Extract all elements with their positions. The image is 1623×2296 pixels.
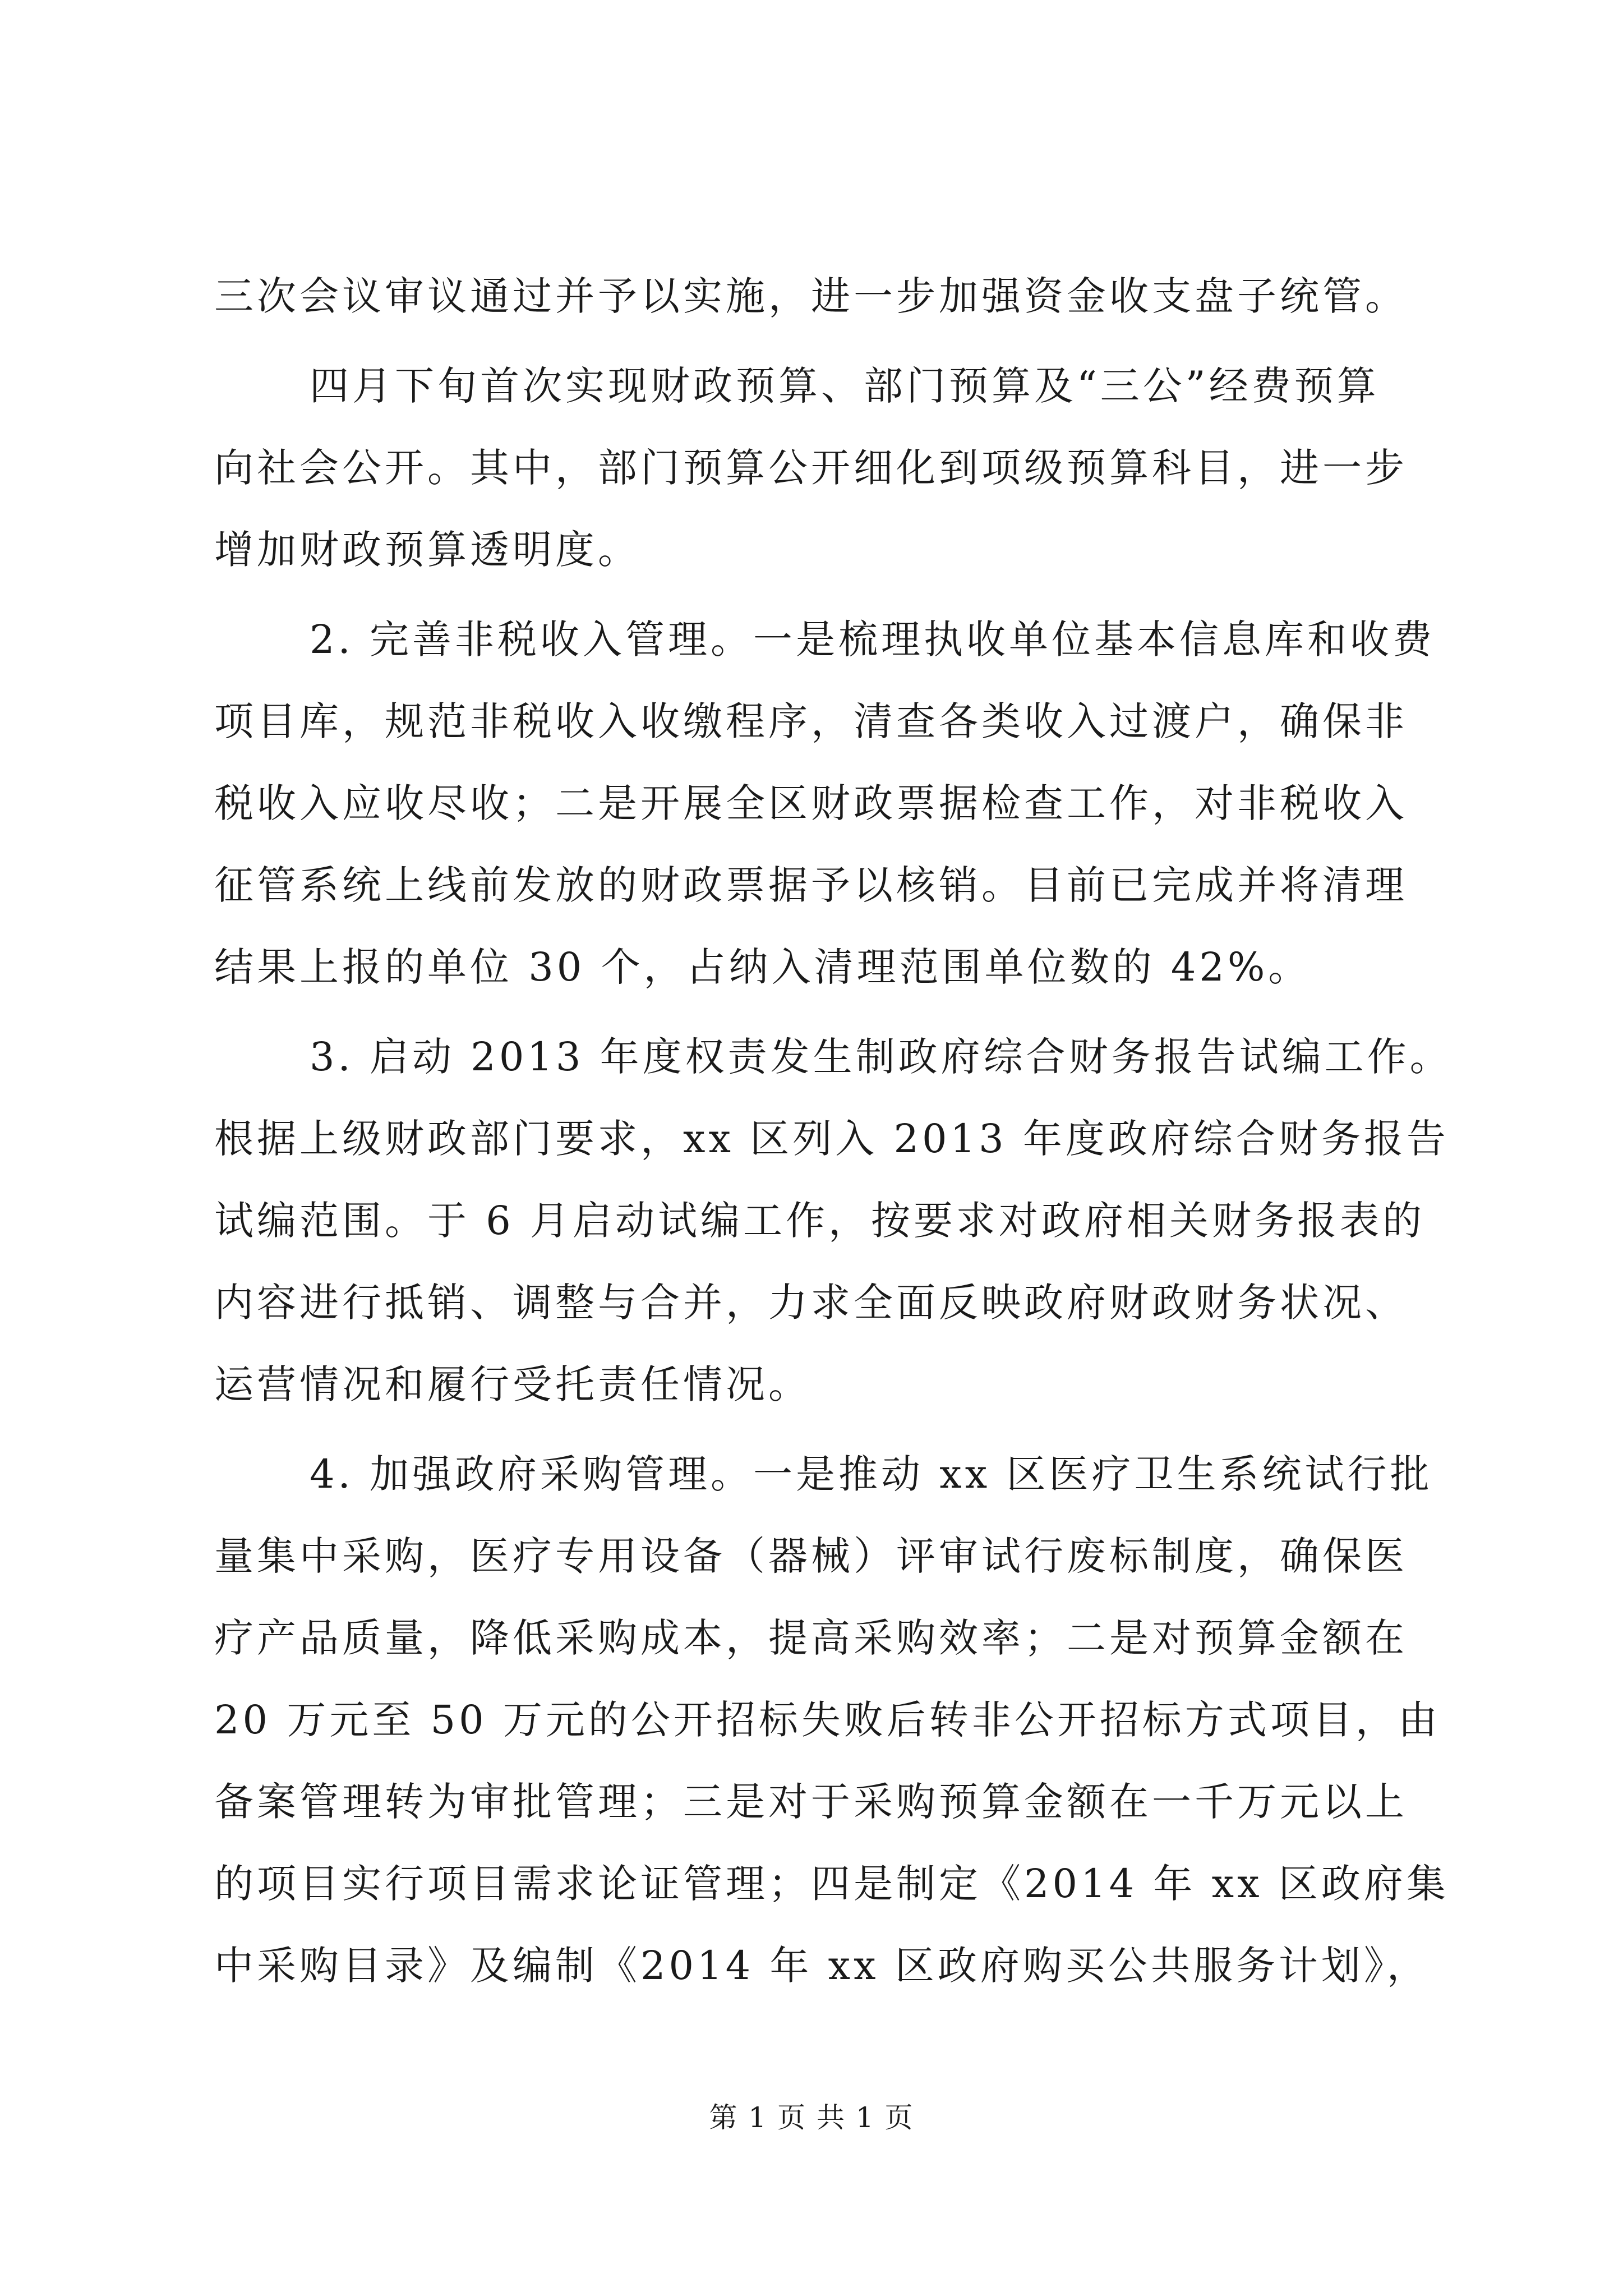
text-line: 税收入应收尽收；二是开展全区财政票据检查工作，对非税收入 xyxy=(214,780,1408,826)
text-line: 20 万元至 50 万元的公开招标失败后转非公开招标方式项目，由 xyxy=(214,1697,1441,1743)
text-line: 疗产品质量，降低采购成本，提高采购效率；二是对预算金额在 xyxy=(214,1615,1408,1661)
text-line: 根据上级财政部门要求，xx 区列入 2013 年度政府综合财务报告 xyxy=(214,1116,1449,1162)
text-line: 量集中采购，医疗专用设备（器械）评审试行废标制度，确保医 xyxy=(214,1533,1408,1579)
text-line: 运营情况和履行受托责任情况。 xyxy=(214,1361,811,1407)
text-line: 项目库，规范非税收入收缴程序，清查各类收入过渡户，确保非 xyxy=(214,698,1408,744)
text-line: 三次会议审议通过并予以实施，进一步加强资金收支盘子统管。 xyxy=(214,273,1408,319)
text-line: 结果上报的单位 30 个，占纳入清理范围单位数的 42%。 xyxy=(214,944,1311,990)
text-line: 4. 加强政府采购管理。一是推动 xx 区医疗卫生系统试行批 xyxy=(310,1451,1433,1497)
text-line: 3. 启动 2013 年度权责发生制政府综合财务报告试编工作。 xyxy=(310,1034,1453,1080)
text-line: 2. 完善非税收入管理。一是梳理执收单位基本信息库和收费 xyxy=(310,616,1436,662)
text-line: 增加财政预算透明度。 xyxy=(214,527,640,573)
text-line: 试编范围。于 6 月启动试编工作，按要求对政府相关财务报表的 xyxy=(214,1198,1426,1244)
text-line: 的项目实行项目需求论证管理；四是制定《2014 年 xx 区政府集 xyxy=(214,1861,1449,1907)
text-line: 内容进行抵销、调整与合并，力求全面反映政府财政财务状况、 xyxy=(214,1280,1408,1326)
text-line: 四月下旬首次实现财政预算、部门预算及“三公”经费预算 xyxy=(310,363,1380,409)
text-line: 向社会公开。其中，部门预算公开细化到项级预算科目，进一步 xyxy=(214,445,1408,491)
page-footer: 第 1 页 共 1 页 xyxy=(709,2101,914,2134)
body-text xyxy=(214,255,1453,2007)
text-line: 备案管理转为审批管理；三是对于采购预算金额在一千万元以上 xyxy=(214,1779,1408,1825)
text-line: 中采购目录》及编制《2014 年 xx 区政府购买公共服务计划》， xyxy=(214,1943,1430,1989)
text-line: 征管系统上线前发放的财政票据予以核销。目前已完成并将清理 xyxy=(214,862,1408,908)
